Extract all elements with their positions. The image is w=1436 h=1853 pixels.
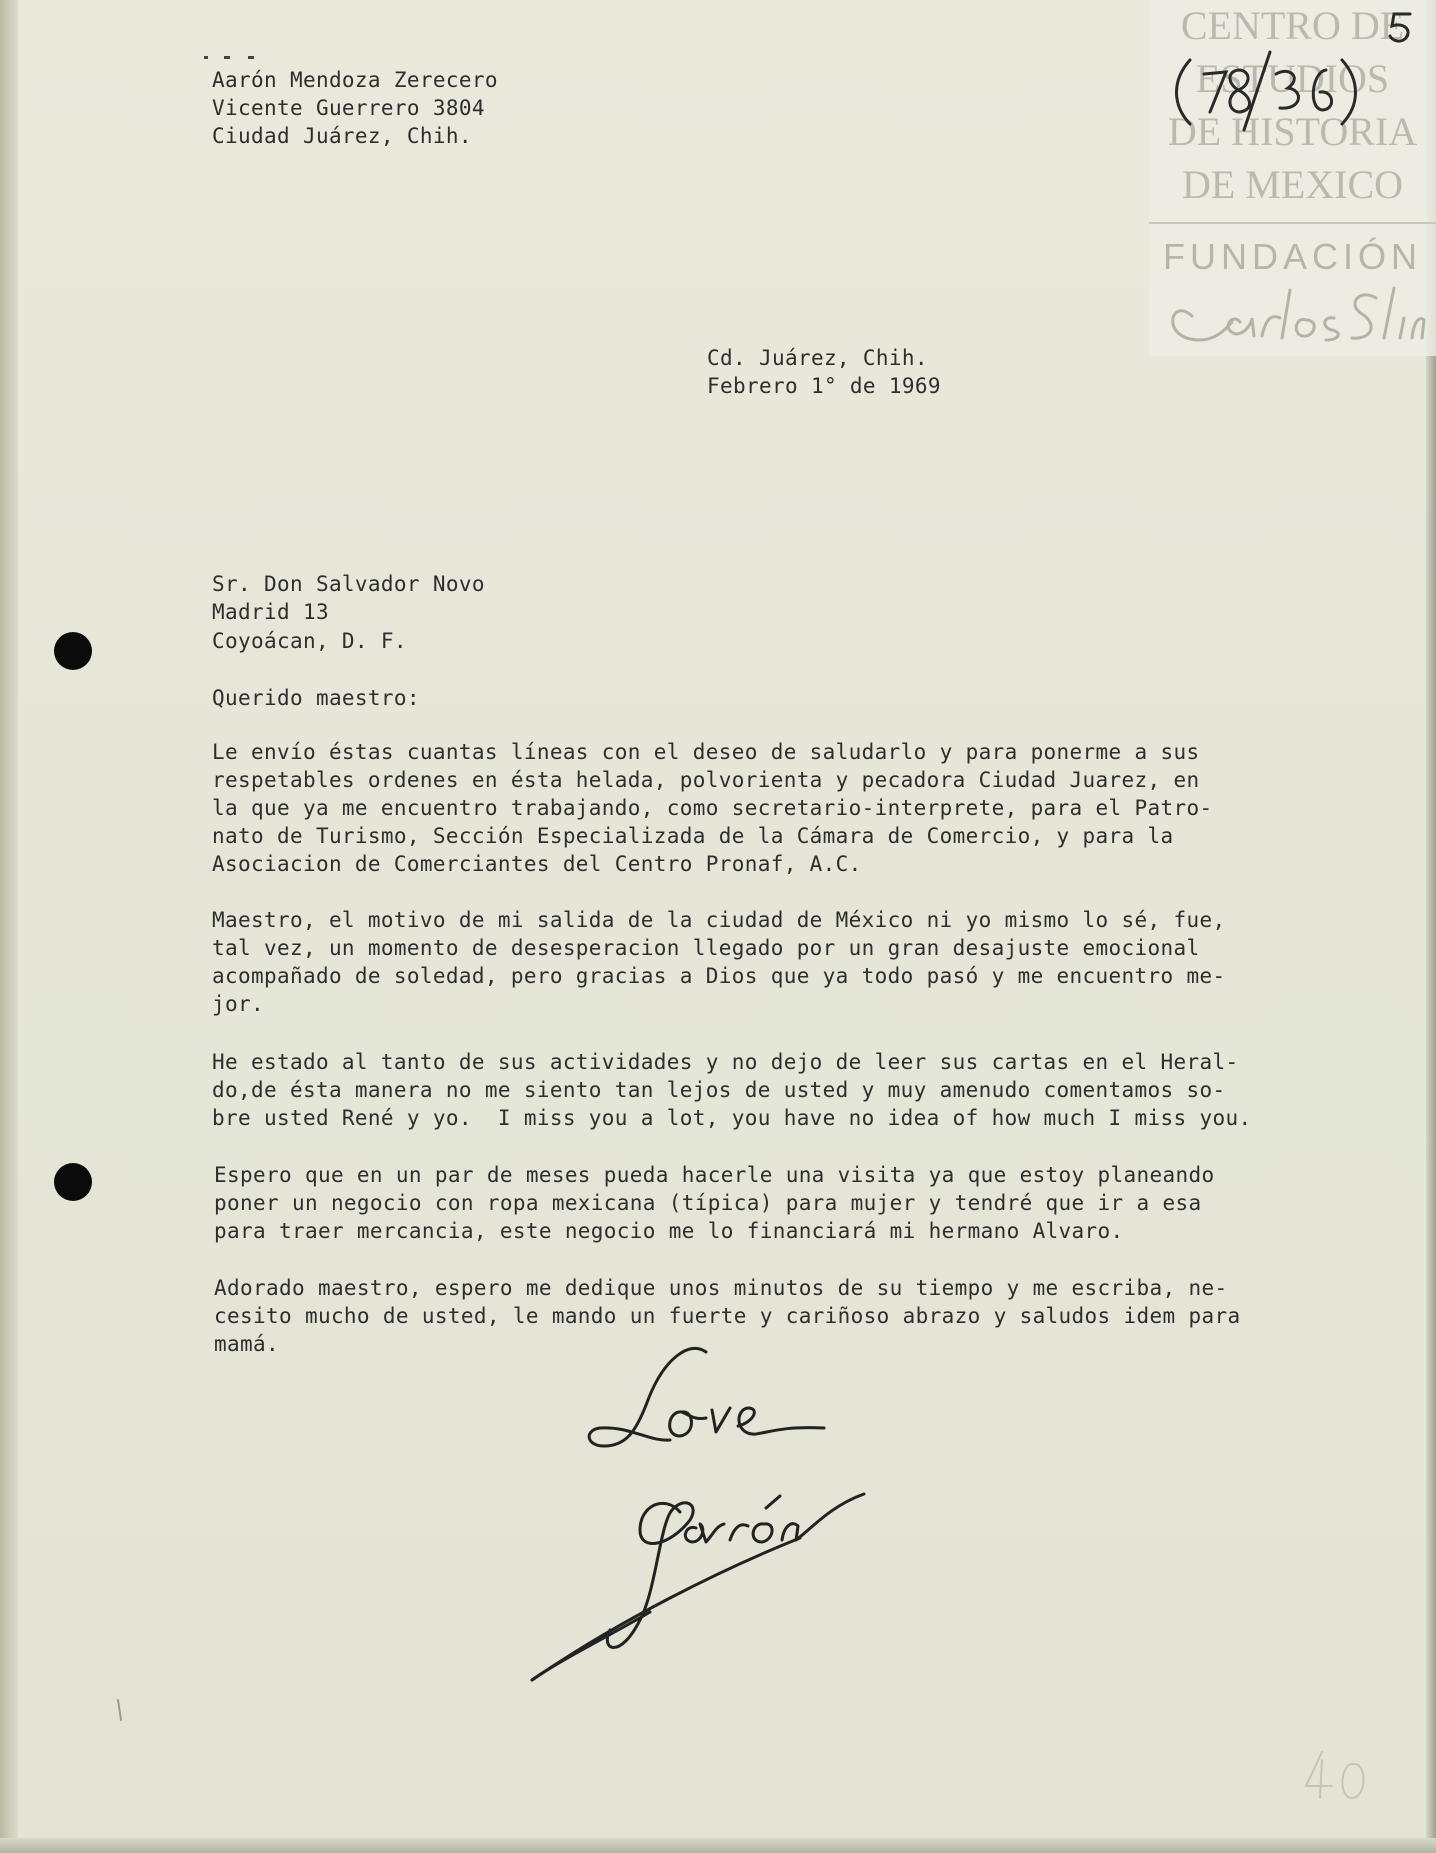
folio-annotation [1177,52,1356,130]
sender-street: Vicente Guerrero 3804 [212,96,485,120]
paragraph-line: cesito mucho de usted, le mando un fuerte y cariñoso abrazo y saludos idem para [214,1304,1241,1328]
stamp-line-3: DE HISTORIA [1167,109,1418,154]
paragraph-line: Adorado maestro, espero me dedique unos minutos de su tiempo y me escriba, ne- [214,1276,1228,1300]
margin-pencil-mark [118,1700,121,1720]
stamp-foundation: FUNDACIÓN [1163,236,1422,277]
paragraph-line: respetables ordenes en ésta helada, polvorienta y pecadora Ciudad Juarez, en [212,768,1200,792]
dateline-date: Febrero 1° de 1969 [707,374,941,398]
signature-closing [589,1348,824,1446]
paragraph-line: Espero que en un par de meses pueda hacerle una visita ya que estoy planeando [214,1163,1215,1187]
signature-name [532,1494,864,1680]
stamp-signature [1173,288,1424,340]
paragraph-line: nato de Turismo, Sección Especializada de la Cámara de Comercio, y para la [212,824,1174,848]
paragraph-line: acompañado de soledad, pero gracias a Dios que ya todo pasó y me encuentro me- [212,964,1226,988]
paragraph-line: Le envío éstas cuantas líneas con el deseo de saludarlo y para ponerme a sus [212,740,1200,764]
paragraph-line: do,de ésta manera no me siento tan lejos de usted y muy amenudo comentamos so- [212,1078,1226,1102]
recipient-city: Coyoácan, D. F. [212,629,407,653]
header-ink-specks [204,56,254,59]
stamp-line-2: ESTUDIOS [1195,56,1390,101]
paragraph-line: poner un negocio con ropa mexicana (típica) para mujer y tendré que ir a esa [214,1191,1202,1215]
sender-name: Aarón Mendoza Zerecero [212,68,498,92]
paragraph-line: bre usted René y yo. I miss you a lot, you have no idea of how much I miss you. [212,1106,1252,1130]
paragraph-line: Maestro, el motivo de mi salida de la ciudad de México ni yo mismo lo sé, fue, [212,908,1226,932]
page-number-mark [1390,14,1410,41]
stamp-line-1: CENTRO DE [1180,3,1405,48]
dateline-place: Cd. Juárez, Chih. [707,346,928,370]
bottom-pencil-mark [1306,1752,1364,1798]
paragraph-line: la que ya me encuentro trabajando, como secretario-interprete, para el Patro- [212,796,1213,820]
recipient-street: Madrid 13 [212,600,329,624]
sender-city: Ciudad Juárez, Chih. [212,124,472,148]
paragraph-line: Asociacion de Comerciantes del Centro Pronaf, A.C. [212,852,862,876]
salutation: Querido maestro: [212,686,420,710]
recipient-name: Sr. Don Salvador Novo [212,572,485,596]
paragraph-line: jor. [212,992,264,1016]
paragraph-line: He estado al tanto de sus actividades y no dejo de leer sus cartas en el Heral- [212,1050,1239,1074]
paragraph-line: tal vez, un momento de desesperacion llegado por un gran desajuste emocional [212,936,1200,960]
stamp-line-4: DE MEXICO [1181,162,1404,207]
paragraph-line: para traer mercancia, este negocio me lo financiará mi hermano Alvaro. [214,1219,1124,1243]
paragraph-line: mamá. [214,1332,279,1356]
